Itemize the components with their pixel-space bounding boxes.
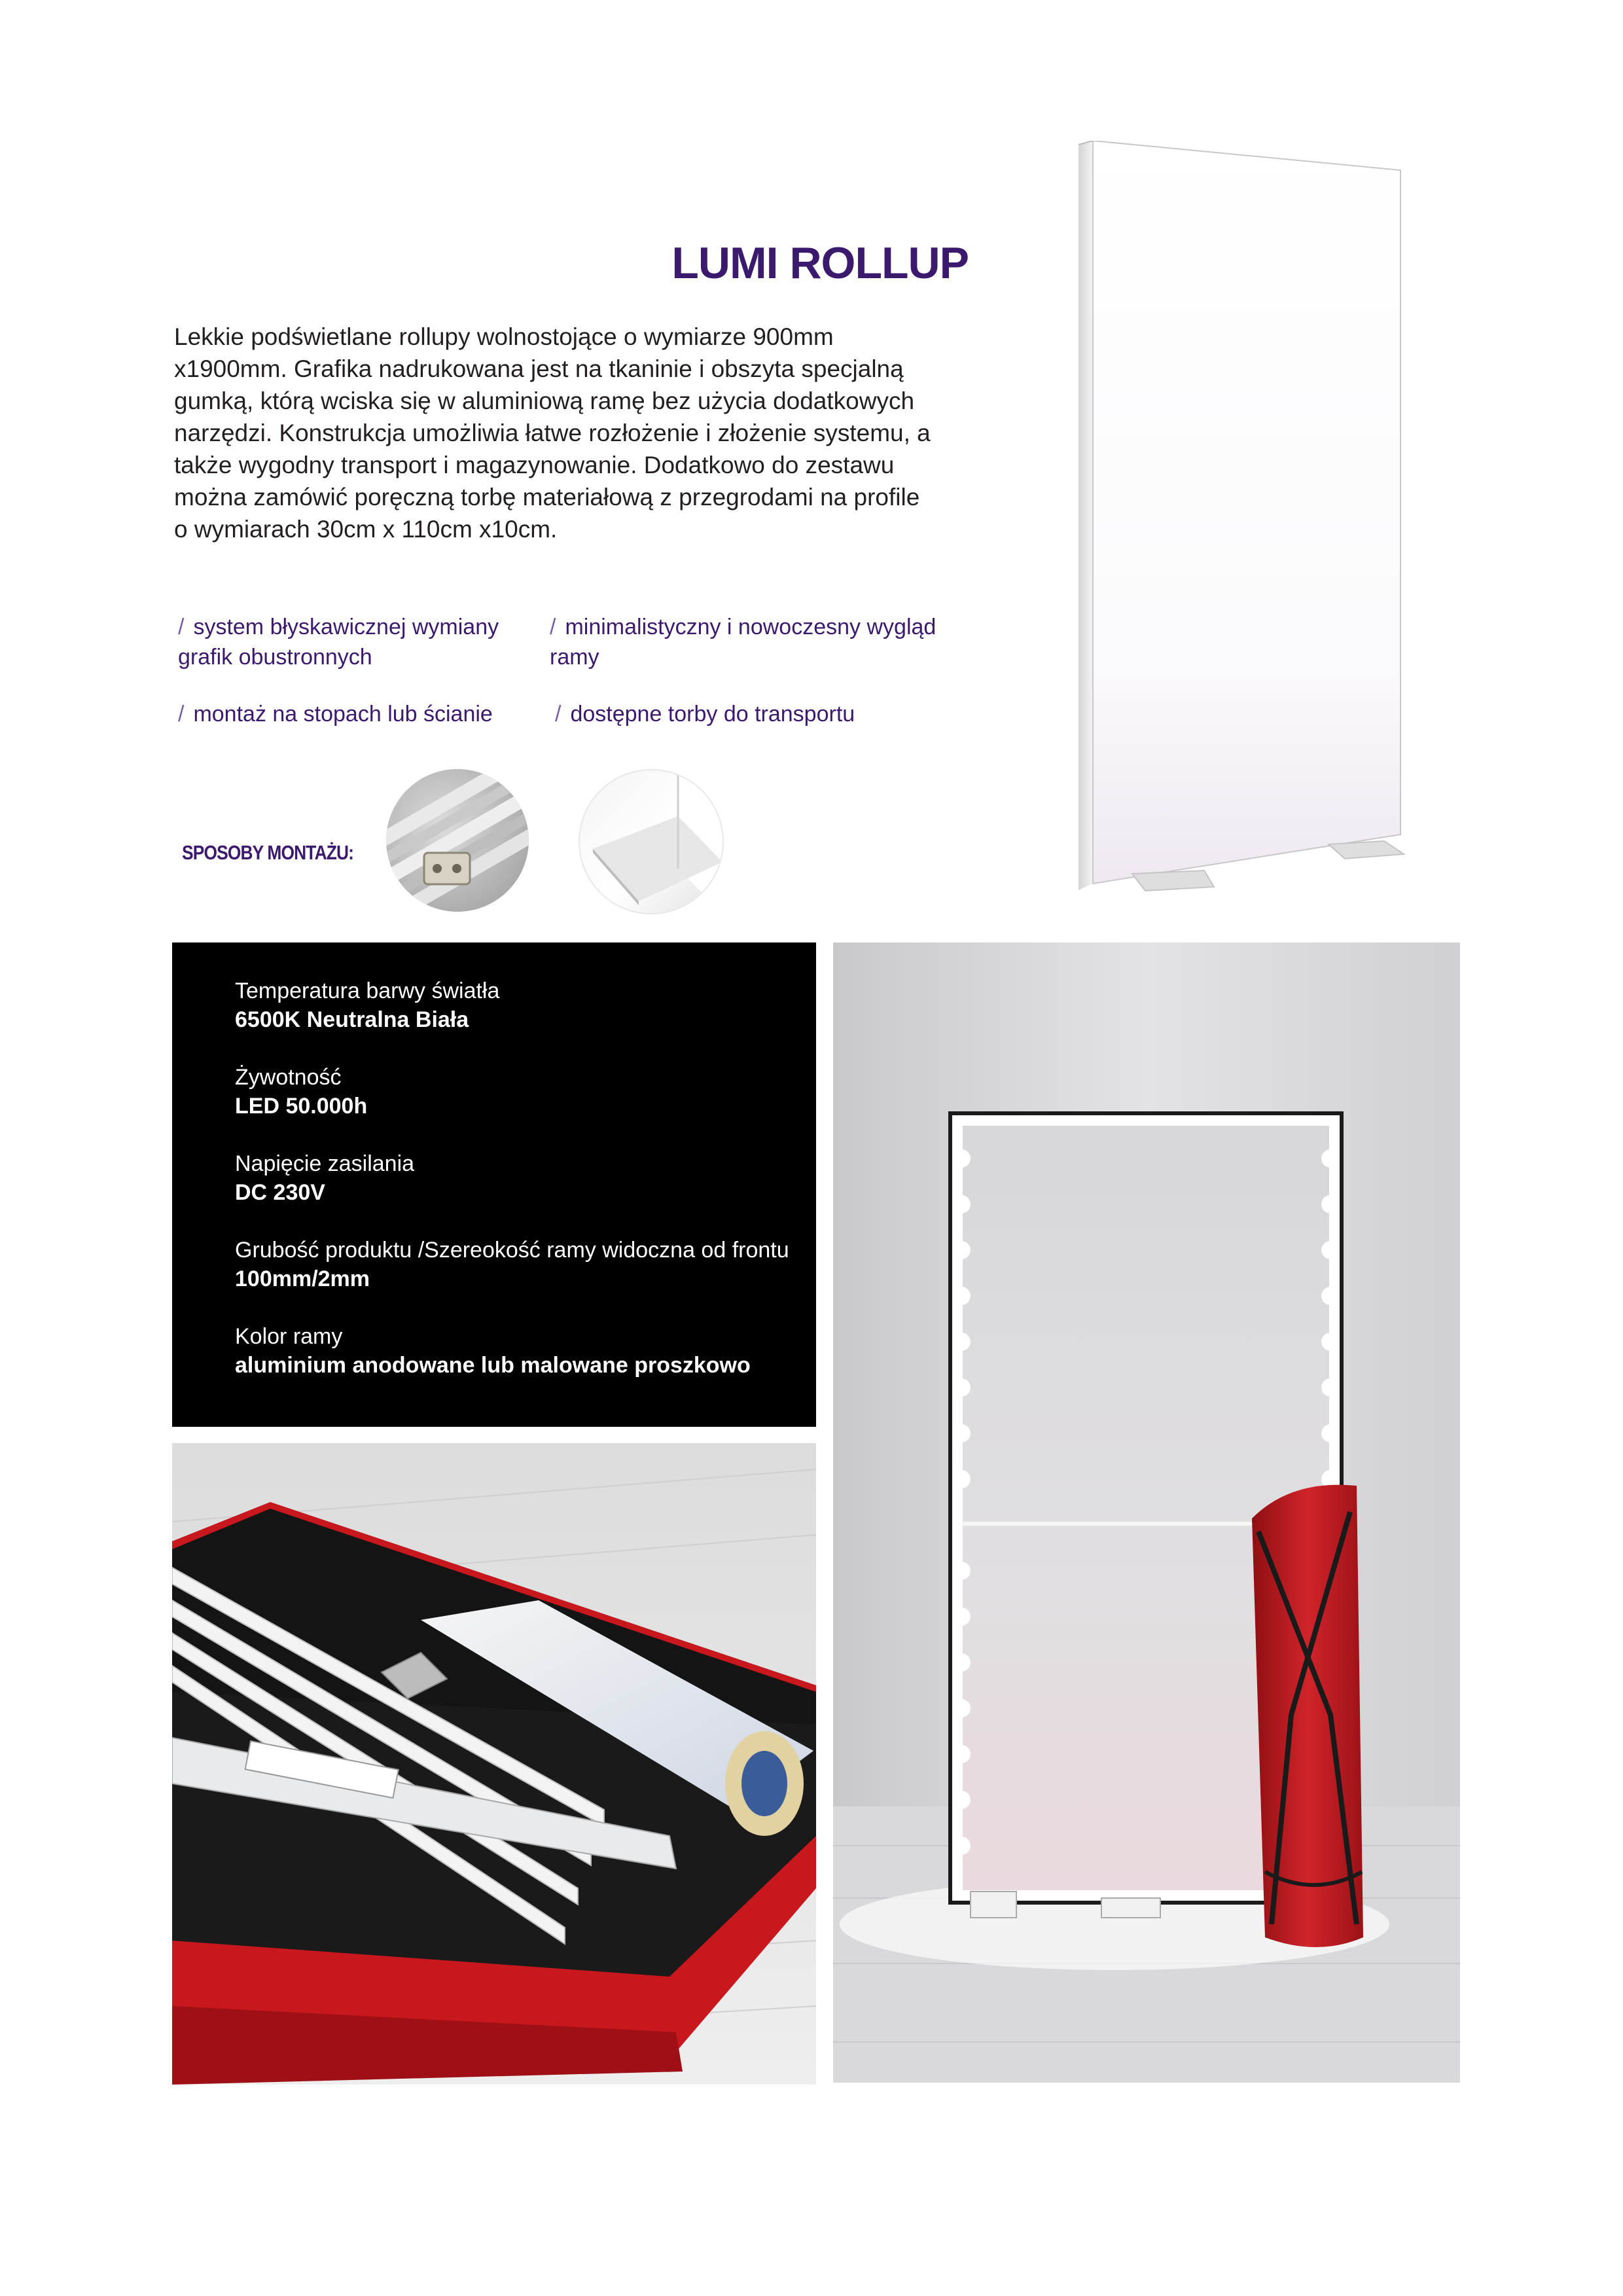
feature-item bbox=[178, 612, 544, 672]
spec-item bbox=[235, 1149, 798, 1207]
feature-separator: / bbox=[178, 702, 185, 726]
feature-separator: / bbox=[555, 702, 562, 726]
specifications-panel bbox=[172, 942, 816, 1427]
spec-label: Grubość produktu /Szereokość ramy widoczna od frontu bbox=[235, 1238, 789, 1263]
spec-value: 100mm/2mm bbox=[235, 1266, 370, 1291]
description-line: narzędzi. Konstrukcja umożliwia łatwe rozłożenie i złożenie systemu, a bbox=[174, 420, 931, 446]
transport-bag-photo bbox=[172, 1443, 816, 2085]
page-title: LUMI ROLLUP bbox=[671, 238, 969, 288]
feature-text: dostępne torby do transportu bbox=[570, 702, 855, 726]
description-line: Lekkie podświetlane rollupy wolnostojące o wymiarze 900mm bbox=[174, 323, 834, 350]
product-frame-image bbox=[1073, 141, 1414, 893]
description-line: także wygodny transport i magazynowanie. Dodatkowo do zestawu bbox=[174, 452, 895, 478]
feature-text: montaż na stopach lub ścianie bbox=[193, 702, 493, 726]
lumi-rollup-photo bbox=[833, 942, 1460, 2083]
wall-bracket-illustration bbox=[386, 769, 529, 912]
product-description bbox=[174, 321, 966, 545]
feature-item bbox=[550, 612, 969, 672]
spec-value: LED 50.000h bbox=[235, 1094, 368, 1119]
description-line: gumką, którą wciska się w aluminiową ramę bez użycia dodatkowych bbox=[174, 387, 915, 414]
description-line: można zamówić poręczną torbę materiałową z przegrodami na profile bbox=[174, 484, 920, 511]
open-bag-illustration bbox=[172, 1443, 816, 2085]
feature-separator: / bbox=[178, 615, 185, 639]
description-line: o wymiarach 30cm x 110cm x10cm. bbox=[174, 516, 558, 543]
spec-label: Temperatura barwy światła bbox=[235, 978, 500, 1003]
spec-value: DC 230V bbox=[235, 1180, 325, 1205]
spec-label: Napięcie zasilania bbox=[235, 1151, 415, 1176]
spec-item bbox=[235, 1063, 798, 1121]
foot-mount-image bbox=[579, 769, 724, 914]
lightbox-frame-illustration bbox=[1073, 141, 1414, 893]
mounting-label: SPOSOBY MONTAŻU: bbox=[182, 841, 354, 864]
spec-item bbox=[235, 977, 798, 1034]
feature-item bbox=[555, 699, 974, 729]
feature-text: system błyskawicznej wymiany grafik obustronnych bbox=[178, 615, 499, 670]
feature-text: minimalistyczny i nowoczesny wygląd ramy bbox=[550, 615, 936, 670]
feature-separator: / bbox=[550, 615, 556, 639]
spec-item bbox=[235, 1322, 798, 1380]
wall-mount-image bbox=[386, 769, 529, 912]
spec-label: Kolor ramy bbox=[235, 1324, 343, 1349]
spec-label: Żywotność bbox=[235, 1065, 342, 1090]
foot-mount-illustration bbox=[580, 770, 722, 913]
spec-item bbox=[235, 1236, 798, 1293]
spec-value: aluminium anodowane lub malowane proszkowo bbox=[235, 1353, 751, 1378]
feature-item bbox=[178, 699, 544, 729]
lit-frame-with-bag-illustration bbox=[833, 942, 1460, 2083]
spec-value: 6500K Neutralna Biała bbox=[235, 1007, 469, 1032]
description-line: x1900mm. Grafika nadrukowana jest na tkaninie i obszyta specjalną bbox=[174, 355, 904, 382]
